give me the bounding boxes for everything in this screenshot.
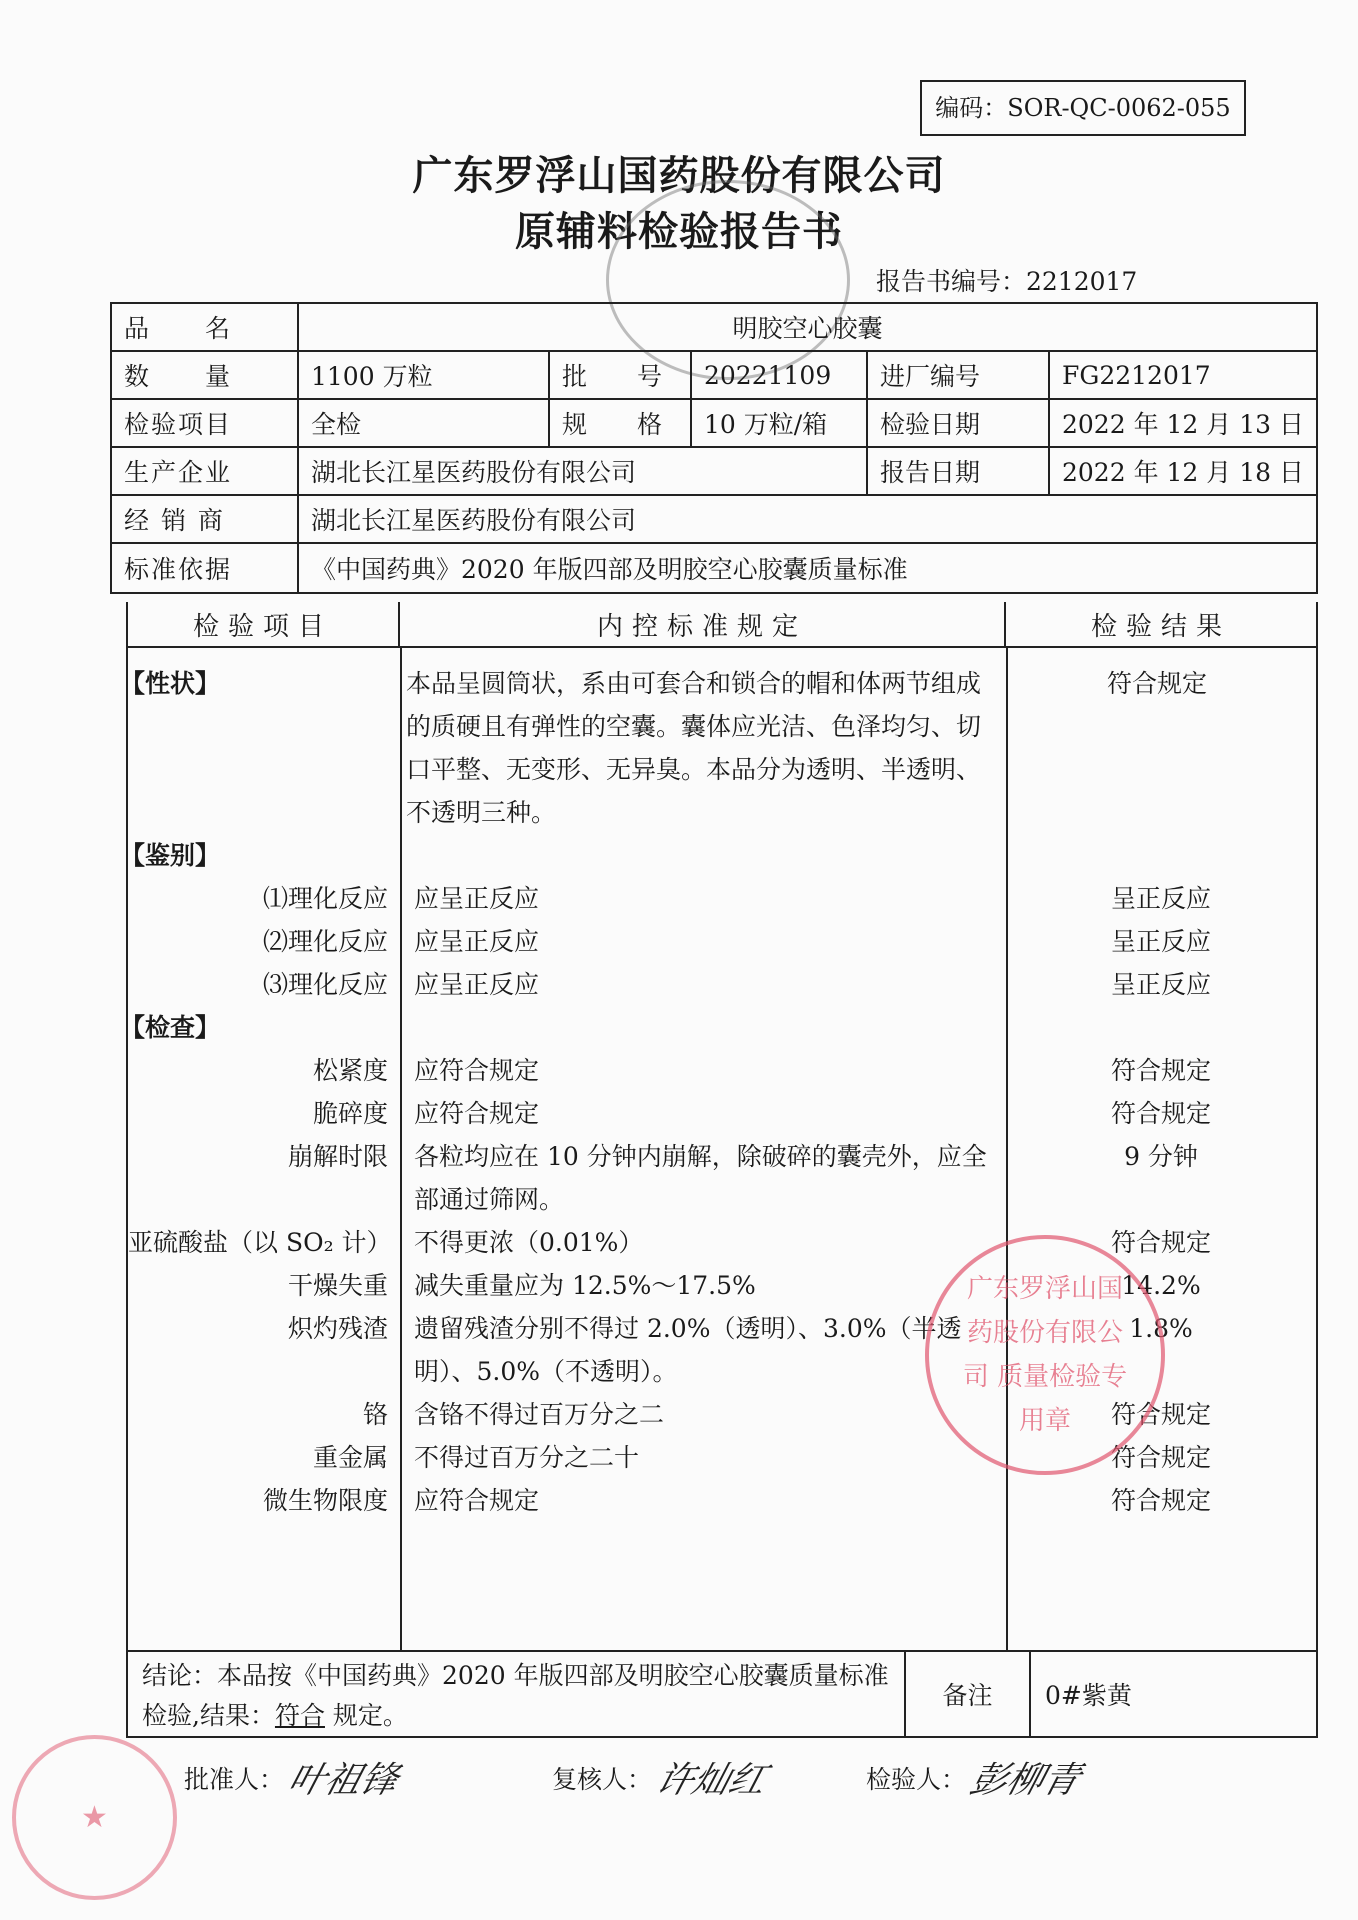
test-item: 脆碎度 [312,1099,388,1128]
approver-signature: 叶祖锋 [283,1760,403,1801]
test-result: 9 分钟 [1124,1142,1198,1171]
inspector-label: 检验人： [866,1764,967,1794]
label: 进厂编号 [868,352,1050,398]
conclusion-suffix: 规定。 [324,1701,408,1730]
test-row [128,1092,1316,1135]
test-standard: 各粒均应在 10 分钟内崩解，除破碎的囊壳外，应全部通过筛网。 [414,1142,987,1214]
supplier-stamp: ★ [12,1735,177,1900]
product-name: 明胶空心胶囊 [732,314,883,343]
test-result: 符合规定 [1110,1099,1211,1128]
label: 规 格 [550,400,692,446]
conclusion-verdict: 符合 [274,1701,325,1730]
report-date: 2022 年 12 月 18 日 [1062,458,1304,487]
test-standard: 应符合规定 [414,1099,540,1128]
label: 检验项目 [112,400,299,446]
test-result: 呈正反应 [1110,970,1211,999]
label: 品 名 [112,304,299,350]
test-result [998,834,1316,877]
test-standard: 不得更浓（0.01%） [414,1228,644,1257]
report-title: 原辅料检验报告书 [515,208,843,255]
test-result: 14.2% [1121,1271,1201,1300]
header-result: 检验结果 [1090,611,1231,642]
row-scope [112,400,1316,448]
test-row [128,1479,1316,1522]
reviewer-label: 复核人： [552,1764,653,1794]
test-row [128,1436,1316,1479]
test-row [128,920,1316,963]
test-item: 铬 [362,1400,388,1429]
test-row [120,1006,1316,1049]
header-standard: 内控标准规定 [400,602,1006,646]
row-basis [112,544,1316,592]
test-row [128,1221,1316,1264]
test-standard: 应符合规定 [414,1056,540,1085]
inspector [866,1752,1085,1803]
label: 经 销 商 [112,496,299,542]
test-standard: 遗留残渣分别不得过 2.0%（透明）、3.0%（半透明）、5.0%（不透明）。 [414,1314,962,1386]
label: 批 号 [550,352,692,398]
standard-basis: 《中国药典》2020 年版四部及明胶空心胶囊质量标准 [311,555,908,584]
test-result: 符合规定 [1110,1056,1211,1085]
label: 报告日期 [868,448,1050,494]
test-standard [392,834,998,877]
info-table [110,302,1318,594]
row-maker [112,448,1316,496]
label: 生产企业 [112,448,299,494]
report-number: 报告书编号：2212017 [876,267,1138,296]
test-item: 重金属 [312,1443,388,1472]
specification: 10 万粒/箱 [692,400,868,446]
dealer: 湖北长江星医药股份有限公司 [311,506,637,535]
row-dealer [112,496,1316,544]
test-row [128,1049,1316,1092]
test-item: 松紧度 [312,1056,388,1085]
test-standard: 不得过百万分之二十 [414,1443,640,1472]
qc-stamp [925,1235,1165,1475]
note-label: 备注 [906,1652,1031,1736]
test-standard: 应呈正反应 [414,927,540,956]
test-row [120,834,1316,877]
test-item: 【性状】 [120,669,221,698]
test-row [128,1135,1316,1221]
test-result: 符合规定 [1110,1486,1211,1515]
test-date: 2022 年 12 月 13 日 [1062,410,1304,439]
label: 标准依据 [112,544,299,592]
test-table [120,602,1318,1652]
row-quantity [112,352,1316,400]
test-item: 亚硫酸盐（以 SO₂ 计） [128,1228,392,1257]
test-result: 符合规定 [1110,1443,1211,1472]
test-item: 干燥失重 [287,1271,388,1300]
test-row [120,662,1316,834]
test-standard: 本品呈圆筒状，系由可套合和锁合的帽和体两节组成的质硬且有弹性的空囊。囊体应光洁、色泽均匀、切口平整、无变形、无异臭。本品分为透明、半透明、不透明三种。 [406,669,982,827]
test-item: 炽灼残渣 [287,1314,388,1343]
approver [184,1752,403,1803]
test-row [128,877,1316,920]
test-result: 符合规定 [1106,669,1207,698]
test-standard: 减失重量应为 12.5%～17.5% [414,1271,756,1300]
test-item: 【鉴别】 [120,841,221,870]
approver-label: 批准人： [184,1764,285,1794]
document-code: 编码：SOR-QC-0062-055 [920,80,1246,136]
test-item: 微生物限度 [262,1486,388,1515]
manufacturer: 湖北长江星医药股份有限公司 [299,448,868,494]
test-standard: 应呈正反应 [414,970,540,999]
conclusion-text: 结论：本品按《中国药典》2020 年版四部及明胶空心胶囊质量标准检验,结果： [142,1661,889,1730]
label: 检验日期 [868,400,1050,446]
conclusion [128,1652,906,1736]
intake-number: FG2212017 [1062,360,1211,390]
reviewer [552,1752,771,1803]
note-value: 0#紫黄 [1045,1681,1132,1710]
test-item: 崩解时限 [287,1142,388,1171]
qc-stamp-text: 广东罗浮山国药股份有限公司 质量检验专用章 [962,1274,1128,1436]
row-product-name [112,304,1316,352]
test-standard: 含铬不得过百万分之二 [414,1400,665,1429]
test-row [128,963,1316,1006]
test-item: ⑴理化反应 [262,884,388,913]
test-item: ⑵理化反应 [262,927,388,956]
test-result [998,1006,1316,1049]
test-table-header [128,602,1316,648]
test-item: 【检查】 [120,1013,221,1042]
test-result: 符合规定 [1110,1228,1211,1257]
test-result: 1.8% [1129,1314,1193,1343]
label: 数 量 [112,352,299,398]
test-standard: 应呈正反应 [414,884,540,913]
reviewer-signature: 许灿红 [651,1760,771,1801]
header-item: 检验项目 [128,602,400,646]
test-item: ⑶理化反应 [262,970,388,999]
test-scope: 全检 [299,400,550,446]
inspector-signature: 彭柳青 [965,1760,1085,1801]
batch-number: 20221109 [692,352,868,398]
company-name: 广东罗浮山国药股份有限公司 [412,152,946,199]
quantity: 1100 万粒 [299,352,550,398]
test-standard: 应符合规定 [414,1486,540,1515]
conclusion-row [126,1650,1318,1738]
test-standard [392,1006,998,1049]
test-result: 符合规定 [1110,1400,1211,1429]
test-result: 呈正反应 [1110,884,1211,913]
test-result: 呈正反应 [1110,927,1211,956]
